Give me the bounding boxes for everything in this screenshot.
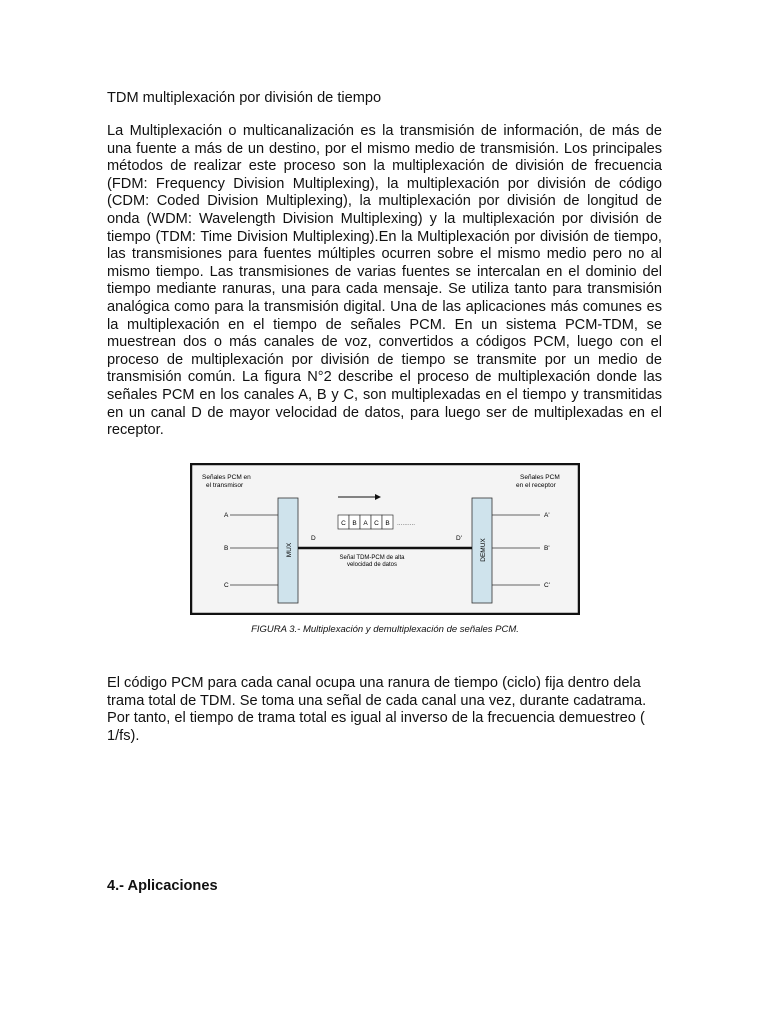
tdm-figure [190,463,580,615]
input-label-b: B [224,545,229,552]
input-label-a: A [224,512,229,519]
figure-caption: FIGURA 3.- Multiplexación y demultiplexación de señales PCM. [251,624,519,635]
rx-label-2: en el receptor [516,482,556,489]
input-label-c: C [224,582,229,589]
slot-5-label: B [385,520,390,527]
pcm-paragraph: El código PCM para cada canal ocupa una ranura de tiempo (ciclo) fija dentro dela trama total de TDM. Se toma una señal de cada canal una vez, durante cadatrama. Por tanto, el tiempo de trama total es igual al inverso de la frecuencia demuestreo ( 1/fs). [107,675,647,744]
slot-3-label: A [363,520,368,527]
d-right-label: D' [456,535,462,542]
tdm-diagram [190,463,580,615]
intro-paragraph: La Multiplexación o multicanalización es la transmisión de información, de más de una fuente a más de un destino, por el mismo medio de transmisión. Los principales métodos de realizar este proceso son la multiplexación de división de frecuencia (FDM: Frequency Division Multiplexing), la multiplexación por división de código (CDM: Coded Division Multiplexing), la multiplexación por división de longitud de onda (WDM: Wavelength Division Multiplexing) y la multiplexación por división de tiempo (TDM: Time Division Multiplexing).En la Multiplexación por división de tiempo, las transmisiones para fuentes múltiples ocurren sobre el mismo medio pero no al mismo tiempo. Las transmisiones de varias fuentes se intercalan en el dominio del tiempo mediante ranuras, una para cada mensaje. Se utiliza tanto para transmisión analógica como para la transmisión digital. Una de las aplicaciones más comunes es la multiplexación en el tiempo de señales PCM. En un sistema PCM-TDM, se muestrean dos o más canales de voz, convertidos a códigos PCM, luego con el proceso de multiplexación por división de tiempo se transmite por un medio de transmisión común. La figura N°2 describe el proceso de multiplexación donde las señales PCM en los canales A, B y C, son multiplexadas en el tiempo y transmitidas en un canal D de mayor velocidad de datos, para luego ser de multiplexadas en el receptor. [107,123,662,439]
tx-label-1: Señales PCM en [202,474,251,481]
mux-label: MUX [286,542,293,558]
d-left-label: D [311,535,316,542]
tx-label-2: el transmisor [206,482,244,489]
output-label-b: B' [544,545,550,552]
demux-label: DEMUX [480,538,487,562]
line-caption-1: Señal TDM-PCM de alta [339,555,405,561]
slot-dots: .......... [397,520,416,527]
slot-2-label: B [352,520,357,527]
line-caption-2: velocidad de datos [346,562,398,568]
output-label-c: C' [544,582,550,589]
page-title: TDM multiplexación por división de tiempo [107,90,382,106]
rx-label-1: Señales PCM [520,474,560,481]
section-heading: 4.- Aplicaciones [107,878,218,894]
slot-4-label: C [374,520,379,527]
slot-1-label: C [341,520,346,527]
output-label-a: A' [544,512,550,519]
